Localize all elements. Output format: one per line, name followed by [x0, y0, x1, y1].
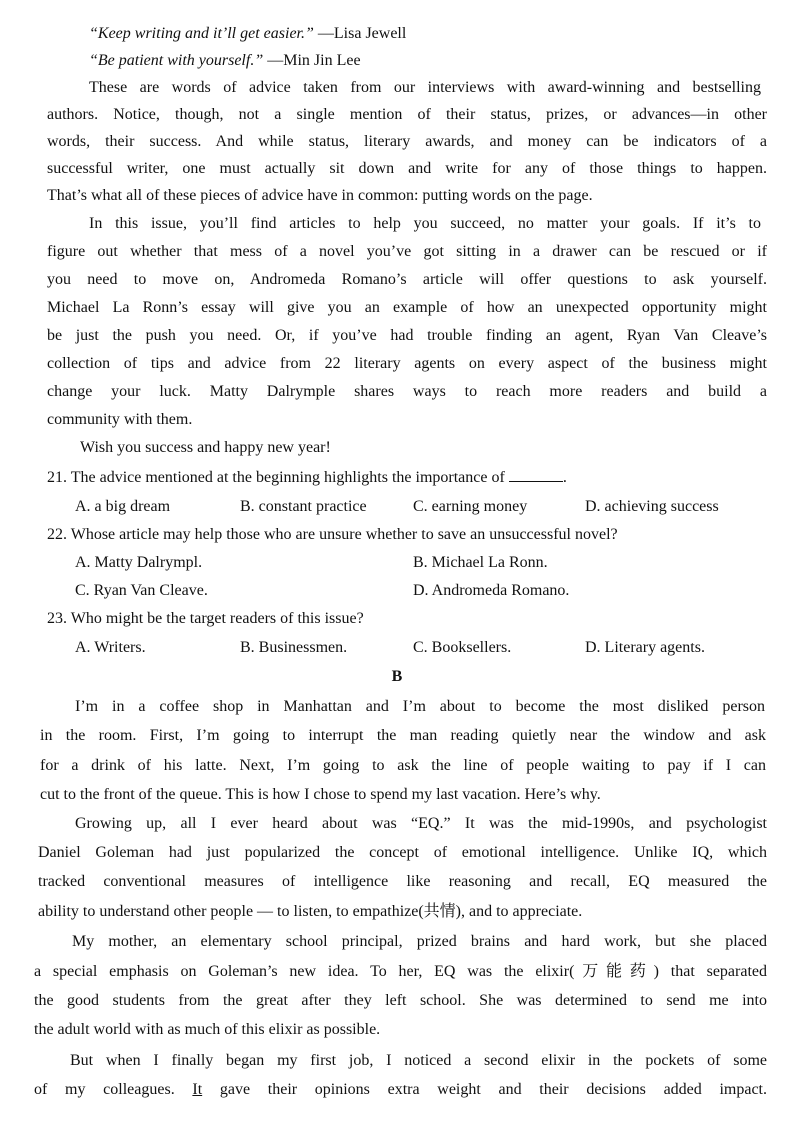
- passage-b-last-line: [34, 1079, 767, 1101]
- question-23-option-c: C. Booksellers.: [413, 639, 512, 656]
- passage-b-line: But when I finally began my first job, I noticed a second elixir in the pockets of some: [70, 1052, 767, 1069]
- passage-b-line: in the room. First, I’m going to interrupt the man reading quietly near the window and ask: [40, 727, 766, 744]
- question-22-option-b: B. Michael La Ronn.: [413, 554, 548, 571]
- question-21-end: .: [562, 469, 567, 486]
- quote-1-text: “Keep writing and it’ll get easier.”: [89, 25, 314, 42]
- passage-a-closing: Wish you success and happy new year!: [80, 439, 331, 456]
- passage-b-line: a special emphasis on Goleman’s new idea. To her, EQ was the elixir(万能药) that separated: [34, 963, 767, 980]
- passage-b-last-line-start: of my colleagues.: [34, 1081, 193, 1098]
- quote-2-author: —Min Jin Lee: [263, 52, 361, 69]
- question-21-option-c: C. earning money: [413, 498, 528, 515]
- question-21-option-d: D. achieving success: [585, 498, 719, 515]
- passage-b-line: My mother, an elementary school principal, prized brains and hard work, but she placed: [72, 933, 767, 950]
- passage-b-line: Daniel Goleman had just popularized the concept of emotional intelligence. Unlike IQ, which: [38, 844, 767, 861]
- passage-a-line: figure out whether that mess of a novel you’ve got sitting in a drawer can be rescued or if: [47, 243, 767, 260]
- passage-a-line: be just the push you need. Or, if you’ve had trouble finding an agent, Ryan Van Cleave’s: [47, 327, 767, 344]
- quote-1: [89, 23, 406, 45]
- passage-a-line: In this issue, you’ll find articles to help you succeed, no matter your goals. If it’s to: [89, 215, 761, 232]
- question-22-option-d: D. Andromeda Romano.: [413, 582, 570, 599]
- passage-a-line: authors. Notice, though, not a single mention of their status, prizes, or advances—in other: [47, 106, 767, 123]
- question-21-option-a: A. a big dream: [75, 498, 171, 515]
- passage-a-line: you need to move on, Andromeda Romano’s article will offer questions to ask yourself.: [47, 271, 767, 288]
- passage-a-line: Michael La Ronn’s essay will give you an example of how an unexpected opportunity might: [47, 299, 767, 316]
- quote-1-author: —Lisa Jewell: [313, 25, 407, 42]
- question-21-option-b: B. constant practice: [240, 498, 367, 515]
- passage-b-line: cut to the front of the queue. This is how I chose to spend my last vacation. Here’s why.: [40, 786, 601, 803]
- quote-2: [89, 50, 361, 72]
- passage-a-line: community with them.: [47, 411, 193, 428]
- passage-b-line: for a drink of his latte. Next, I’m going to ask the line of people waiting to pay if I can: [40, 757, 766, 774]
- passage-b-line: tracked conventional measures of intelligence like reasoning and recall, EQ measured the: [38, 873, 767, 890]
- passage-b-line: I’m in a coffee shop in Manhattan and I’m about to become the most disliked person: [75, 698, 765, 715]
- question-22-option-a: A. Matty Dalrympl.: [75, 554, 203, 571]
- section-b-heading: B: [391, 668, 403, 685]
- passage-a-line: change your luck. Matty Dalrymple shares ways to reach more readers and build a: [47, 383, 767, 400]
- quote-2-text: “Be patient with yourself.”: [89, 52, 264, 69]
- passage-a-line: successful writer, one must actually sit down and write for any of those things to happen.: [47, 160, 767, 177]
- underlined-word: It: [192, 1081, 203, 1098]
- question-23-stem: 23. Who might be the target readers of this issue?: [47, 610, 364, 627]
- passage-b-line: the good students from the great after they left school. She was determined to send me into: [34, 992, 767, 1009]
- passage-a-line: These are words of advice taken from our interviews with award-winning and bestselling: [89, 79, 761, 96]
- question-21-text: 21. The advice mentioned at the beginning highlights the importance of: [47, 469, 509, 486]
- question-22-option-c: C. Ryan Van Cleave.: [75, 582, 208, 599]
- passage-b-line: the adult world with as much of this elixir as possible.: [34, 1021, 381, 1038]
- passage-a-line: That’s what all of these pieces of advice have in common: putting words on the page.: [47, 187, 593, 204]
- passage-b-line: ability to understand other people — to listen, to empathize(共情), and to appreciate.: [38, 903, 583, 920]
- question-22-stem: 22. Whose article may help those who are unsure whether to save an unsuccessful novel?: [47, 526, 618, 543]
- passage-b-last-line-end: gave their opinions extra weight and their decisions added impact.: [202, 1081, 768, 1098]
- answer-blank: [509, 467, 563, 482]
- question-23-option-b: B. Businessmen.: [240, 639, 348, 656]
- passage-a-line: collection of tips and advice from 22 literary agents on every aspect of the business might: [47, 355, 767, 372]
- passage-b-line: Growing up, all I ever heard about was “EQ.” It was the mid-1990s, and psychologist: [75, 815, 767, 832]
- passage-a-line: words, their success. And while status, literary awards, and money can be indicators of a: [47, 133, 767, 150]
- question-23-option-d: D. Literary agents.: [585, 639, 705, 656]
- question-23-option-a: A. Writers.: [75, 639, 146, 656]
- question-21-stem: [47, 467, 567, 489]
